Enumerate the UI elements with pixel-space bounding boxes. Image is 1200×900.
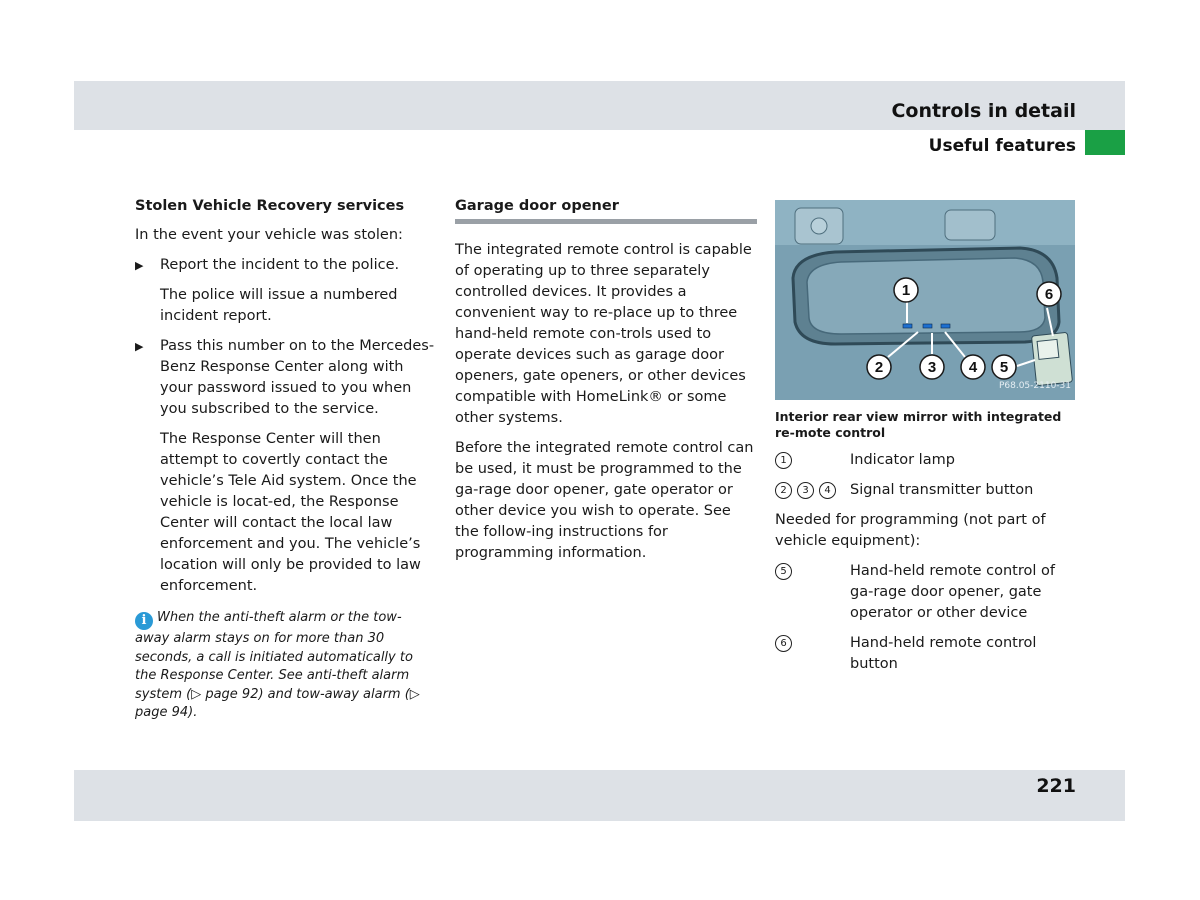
- info-note: [135, 609, 435, 723]
- section-tab-marker: [1085, 130, 1125, 155]
- section-title: Garage door opener: [455, 196, 757, 224]
- legend-text: Signal transmitter button: [850, 482, 1034, 498]
- callout-number: 4: [819, 482, 836, 499]
- bullet-follow-text: The police will issue a numbered incident report.: [160, 287, 398, 324]
- legend-row: [775, 633, 1077, 675]
- column-stolen-vehicle: [135, 196, 435, 723]
- list-item: [135, 255, 435, 276]
- column-figure: [775, 200, 1077, 675]
- bullet-arrow-icon: ▶: [135, 259, 144, 272]
- info-icon: i: [135, 612, 153, 630]
- figure-label: 3: [927, 359, 937, 376]
- callout-number: 1: [775, 452, 792, 469]
- footer-band: [74, 770, 1125, 821]
- legend-row: [775, 450, 1077, 471]
- figure-label: 2: [874, 359, 884, 376]
- page-header-title: Controls in detail: [891, 100, 1076, 122]
- figure-label: 1: [901, 282, 911, 299]
- figure-label: 6: [1044, 286, 1054, 303]
- legend-text: Hand-held remote control of ga-rage door opener, gate operator or other device: [850, 563, 1055, 621]
- callout-number: 6: [775, 635, 792, 652]
- bullet-arrow-icon: ▶: [135, 340, 144, 353]
- mirror-figure: [775, 200, 1075, 400]
- bullet-text: Pass this number on to the Mercedes-Benz Response Center along with your password issued to you when you subscribed to the service.: [160, 338, 435, 417]
- legend-text: Indicator lamp: [850, 452, 955, 468]
- figure-code: P68.05-2110-31: [998, 381, 1071, 391]
- section-title: Stolen Vehicle Recovery services: [135, 198, 405, 214]
- figure-label: 5: [999, 359, 1009, 376]
- mirror-illustration: [775, 200, 1075, 400]
- legend-row: [775, 561, 1077, 624]
- column-garage-door-opener: [455, 196, 757, 564]
- needed-note: Needed for programming (not part of vehicle equipment):: [775, 512, 1046, 549]
- figure-caption: Interior rear view mirror with integrated re-mote control: [775, 409, 1062, 440]
- legend-text: Hand-held remote control button: [850, 635, 1037, 672]
- paragraph: The integrated remote control is capable of operating up to three separately controlled devices. It provides a convenient way to re-place up to three hand-held remote con-trols used to operate devices such as garage door openers, gate openers, or other devices compatible with HomeLink® or some other systems.: [455, 242, 752, 426]
- page-number: 221: [1036, 775, 1076, 797]
- bullet-text: Report the incident to the police.: [160, 257, 400, 273]
- callout-number: 3: [797, 482, 814, 499]
- callout-number: 5: [775, 563, 792, 580]
- paragraph: Before the integrated remote control can be used, it must be programmed to the ga-rage door opener, gate operator or other device you wish to operate. See the follow-ing instructions for programming information.: [455, 440, 754, 561]
- bullet-follow-text: The Response Center will then attempt to covertly contact the vehicle’s Tele Aid system. Once the vehicle is locat-ed, the Response Center will contact the local law enforcement and you. The vehicle’s location will only be provided to law enforcement.: [160, 431, 421, 594]
- figure-label: 4: [968, 359, 978, 376]
- callout-number: 2: [775, 482, 792, 499]
- info-note-text: When the anti-theft alarm or the tow-away alarm stays on for more than 30 seconds, a call is initiated automatically to the Response Center. See anti-theft alarm system (▷ page 92) and tow-away alarm (▷ page 94).: [135, 610, 420, 720]
- legend-row: [775, 480, 1077, 501]
- list-item: [135, 336, 435, 420]
- intro-text: In the event your vehicle was stolen:: [135, 227, 403, 243]
- page-header-subtitle: Useful features: [928, 136, 1076, 156]
